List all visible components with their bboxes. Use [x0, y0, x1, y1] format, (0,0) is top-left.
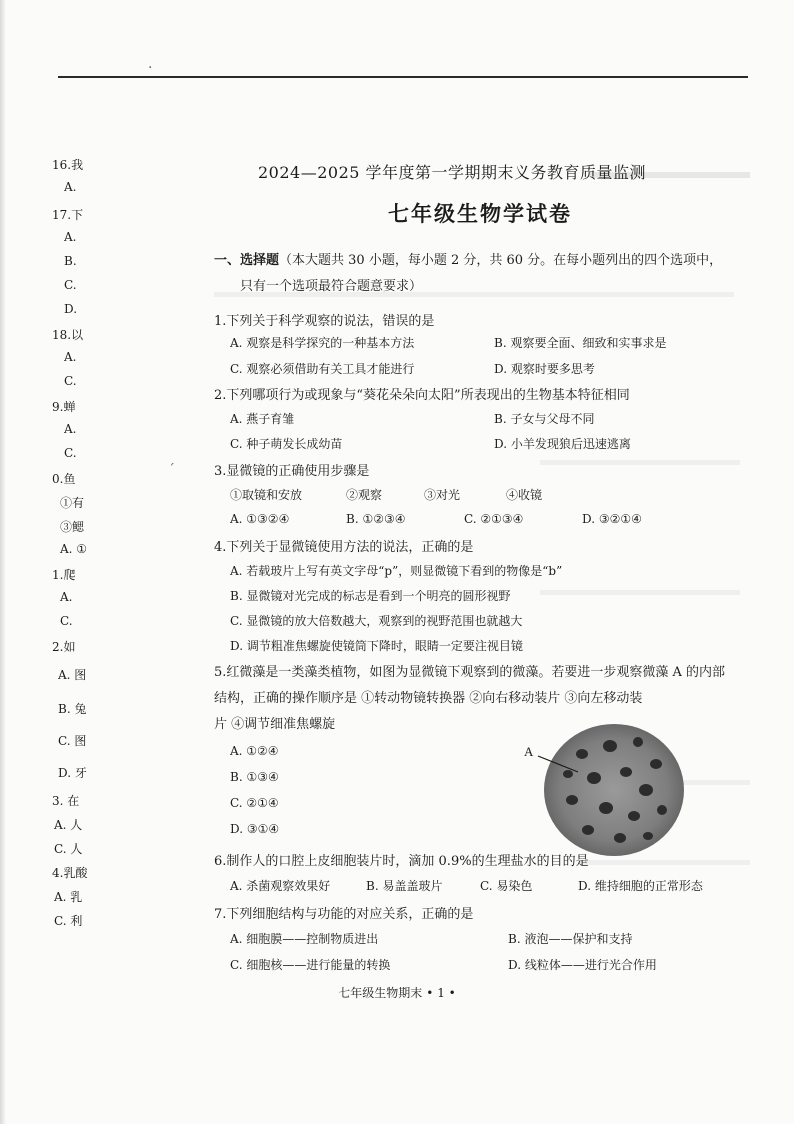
- left-fragment-line: A.: [64, 180, 77, 194]
- option-c: C. 易染色: [480, 879, 533, 893]
- question-stem-cont: 结构，正确的操作顺序是 ①转动物镜转换器 ②向右移动装片 ③向左移动装: [214, 691, 643, 706]
- left-fragment-line: C. 利: [54, 914, 83, 928]
- bleed-through: [540, 460, 740, 465]
- left-fragment-line: A. 乳: [54, 890, 83, 904]
- left-fragment-line: C.: [64, 374, 77, 388]
- option-d: D. 观察时要多思考: [494, 362, 595, 376]
- option-d: D. 小羊发现狼后迅速逃离: [494, 437, 631, 451]
- option-c: C. ②①④: [230, 796, 279, 810]
- left-fragment-line: C. 图: [58, 734, 87, 748]
- question-stem-cont: 片 ④调节细准焦螺旋: [214, 717, 336, 732]
- left-fragment-line: D.: [64, 302, 78, 316]
- left-fragment-line: A.: [60, 590, 73, 604]
- stray-mark: ·: [148, 60, 153, 76]
- left-fragment-line: ①有: [60, 496, 85, 510]
- left-fragment-line: C. 人: [54, 842, 83, 856]
- option-d: D. ③②①④: [582, 512, 642, 526]
- left-fragment-line: A. 图: [58, 668, 87, 682]
- option-a: A. 细胞膜——控制物质进出: [230, 932, 379, 946]
- page-edge: [0, 0, 6, 1124]
- option-a: A. 燕子育雏: [230, 412, 295, 426]
- left-fragment-line: 2.如: [52, 640, 76, 654]
- option-b: B. ①③④: [230, 770, 279, 784]
- option-c: C. 种子萌发长成幼苗: [230, 437, 343, 451]
- option-a: A. ①②④: [230, 744, 279, 758]
- microscope-view-figure: [508, 712, 688, 862]
- option-b: B. ①②③④: [346, 512, 406, 526]
- stray-mark: ˊ: [168, 462, 175, 478]
- step-2: ②观察: [346, 488, 383, 502]
- exam-title: 2024—2025 学年度第一学期期末义务教育质量监测: [258, 163, 647, 182]
- left-fragment-line: A. ①: [60, 542, 88, 556]
- option-b: B. 液泡——保护和支持: [508, 932, 633, 946]
- step-3: ③对光: [424, 488, 461, 502]
- option-b: B. 易盖盖玻片: [366, 879, 443, 893]
- question-stem: 2.下列哪项行为或现象与“葵花朵朵向太阳”所表现出的生物基本特征相同: [214, 388, 630, 403]
- question-stem: 6.制作人的口腔上皮细胞装片时，滴加 0.9%的生理盐水的目的是: [214, 854, 589, 869]
- option-c: C. 观察必须借助有关工具才能进行: [230, 362, 415, 376]
- left-fragment-line: C.: [64, 446, 77, 460]
- option-c: C. ②①③④: [464, 512, 524, 526]
- option-a: A. 若载玻片上写有英文字母“p”，则显微镜下看到的物像是“b”: [230, 564, 563, 578]
- left-fragment-line: 4.乳酸: [52, 866, 88, 880]
- page-number: • 1 •: [426, 986, 456, 1000]
- section-title: 一、选择题: [214, 253, 280, 268]
- left-fragment-line: 18.以: [52, 328, 84, 342]
- bleed-through: [540, 590, 740, 595]
- left-fragment-line: 17.下: [52, 208, 84, 222]
- left-fragment-line: 1.爬: [52, 568, 76, 582]
- option-d: D. 调节粗准焦螺旋使镜筒下降时，眼睛一定要注视目镜: [230, 639, 523, 653]
- option-d: D. ③①④: [230, 822, 280, 836]
- option-a: A. 观察是科学探究的一种基本方法: [230, 336, 415, 350]
- left-fragment-line: C.: [64, 278, 77, 292]
- section-instructions: （本大题共 30 小题，每小题 2 分，共 60 分。在每小题列出的四个选项中，: [279, 253, 723, 268]
- question-stem: 1.下列关于科学观察的说法，错误的是: [214, 314, 435, 329]
- question-stem: 4.下列关于显微镜使用方法的说法，正确的是: [214, 540, 474, 555]
- option-a: A. ①③②④: [230, 512, 290, 526]
- left-fragment-line: A.: [64, 350, 77, 364]
- page-footer: [0, 984, 794, 1001]
- section-heading: [214, 248, 754, 300]
- left-fragment-line: D. 牙: [58, 766, 87, 780]
- left-fragment-line: B.: [64, 254, 77, 268]
- left-fragment-line: B. 兔: [58, 702, 87, 716]
- option-d: D. 维持细胞的正常形态: [578, 879, 703, 893]
- figure-label-a: A: [524, 744, 534, 759]
- option-b: B. 子女与父母不同: [494, 412, 595, 426]
- left-fragment-line: 3. 在: [52, 794, 80, 808]
- question-stem: 5.红微藻是一类藻类植物，如图为显微镜下观察到的微藻。若要进一步观察微藻 A 的内部: [214, 665, 726, 680]
- left-fragment-line: C.: [60, 614, 73, 628]
- left-fragment-line: A. 人: [54, 818, 83, 832]
- left-fragment-line: ③鳃: [60, 520, 85, 534]
- paper-title: 七年级生物学试卷: [388, 201, 572, 226]
- step-4: ④收镜: [506, 488, 543, 502]
- option-a: A. 杀菌观察效果好: [230, 879, 331, 893]
- left-fragment-line: A.: [64, 230, 77, 244]
- option-b: B. 观察要全面、细致和实事求是: [494, 336, 667, 350]
- top-rule: [58, 76, 748, 78]
- footer-text: 七年级生物期末: [338, 986, 423, 1000]
- left-fragment-line: 16.我: [52, 158, 84, 172]
- left-fragment-line: A.: [64, 422, 77, 436]
- left-fragment-line: 0.鱼: [52, 472, 76, 486]
- option-d: D. 线粒体——进行光合作用: [508, 958, 657, 972]
- section-instructions-cont: 只有一个选项最符合题意要求）: [240, 279, 423, 294]
- step-1: ①取镜和安放: [230, 488, 303, 502]
- question-stem: 7.下列细胞结构与功能的对应关系，正确的是: [214, 907, 474, 922]
- option-c: C. 细胞核——进行能量的转换: [230, 958, 391, 972]
- option-c: C. 显微镜的放大倍数越大，观察到的视野范围也就越大: [230, 614, 523, 628]
- option-b: B. 显微镜对光完成的标志是看到一个明亮的圆形视野: [230, 589, 511, 603]
- question-stem: 3.显微镜的正确使用步骤是: [214, 464, 370, 479]
- left-fragment-line: 9.蝉: [52, 400, 76, 414]
